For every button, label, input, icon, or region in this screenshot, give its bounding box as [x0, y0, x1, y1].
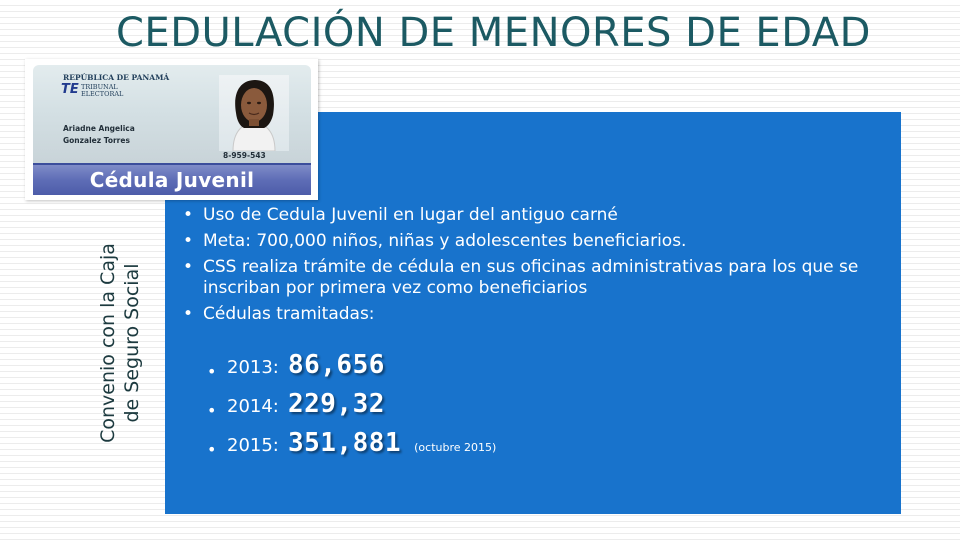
- bullet-list: [175, 205, 895, 330]
- bullet-text: CSS realiza trámite de cédula en sus oficinas administrativas para los que se inscriban por primera vez como beneficiarios: [203, 257, 859, 298]
- issued-year: 2013:: [227, 357, 279, 378]
- id-card-agency-line-1: TRIBUNAL: [81, 83, 118, 91]
- id-card-holder-name: [63, 123, 135, 147]
- bullet-text: Cédulas tramitadas:: [203, 304, 375, 324]
- bullet-dot-icon: •: [207, 440, 217, 459]
- bullet-item: [175, 205, 895, 226]
- bullet-dot-icon: •: [183, 304, 194, 324]
- id-card-republic: REPÚBLICA DE PANAMÁ: [63, 73, 170, 82]
- id-card-agency-line-2: ELECTORAL: [81, 90, 124, 98]
- id-card-surnames: Gonzalez Torres: [63, 136, 130, 145]
- tribunal-logo-icon: TE: [61, 82, 79, 97]
- issued-count: 86,656: [287, 350, 385, 380]
- id-card-number: 8-959-543: [223, 151, 266, 160]
- issued-item-2013: [205, 350, 496, 389]
- issued-note: (octubre 2015): [414, 441, 497, 454]
- bullet-dot-icon: •: [207, 401, 217, 420]
- id-card-banner: Cédula Juvenil: [33, 165, 311, 195]
- bullet-item: [175, 257, 895, 299]
- side-caption: [96, 218, 176, 468]
- bullet-text: Uso de Cedula Juvenil en lugar del antiguo carné: [203, 205, 618, 225]
- issued-by-year-list: [205, 350, 496, 467]
- issued-count: 229,32: [287, 389, 385, 419]
- bullet-item: [175, 304, 895, 325]
- issued-item-2014: [205, 389, 496, 428]
- id-card-face: [33, 65, 311, 165]
- id-card-agency: [81, 84, 123, 98]
- id-card-given-names: Ariadne Angelica: [63, 124, 135, 133]
- bullet-text: Meta: 700,000 niños, niñas y adolescentes beneficiarios.: [203, 231, 687, 251]
- bullet-dot-icon: •: [183, 257, 194, 277]
- bullet-dot-icon: •: [183, 231, 194, 251]
- id-card-image: [25, 59, 318, 200]
- side-caption-line-1: Convenio con la Caja: [97, 243, 119, 443]
- issued-item-2015: [205, 428, 496, 467]
- issued-year: 2014:: [227, 396, 279, 417]
- id-card-portrait-icon: [219, 75, 289, 151]
- issued-count: 351,881: [287, 428, 402, 458]
- bullet-item: [175, 231, 895, 252]
- slide-title: CEDULACIÓN DE MENORES DE EDAD: [116, 10, 871, 56]
- bullet-dot-icon: •: [183, 205, 194, 225]
- issued-year: 2015:: [227, 435, 279, 456]
- bullet-dot-icon: •: [207, 362, 217, 381]
- side-caption-line-2: de Seguro Social: [121, 263, 143, 423]
